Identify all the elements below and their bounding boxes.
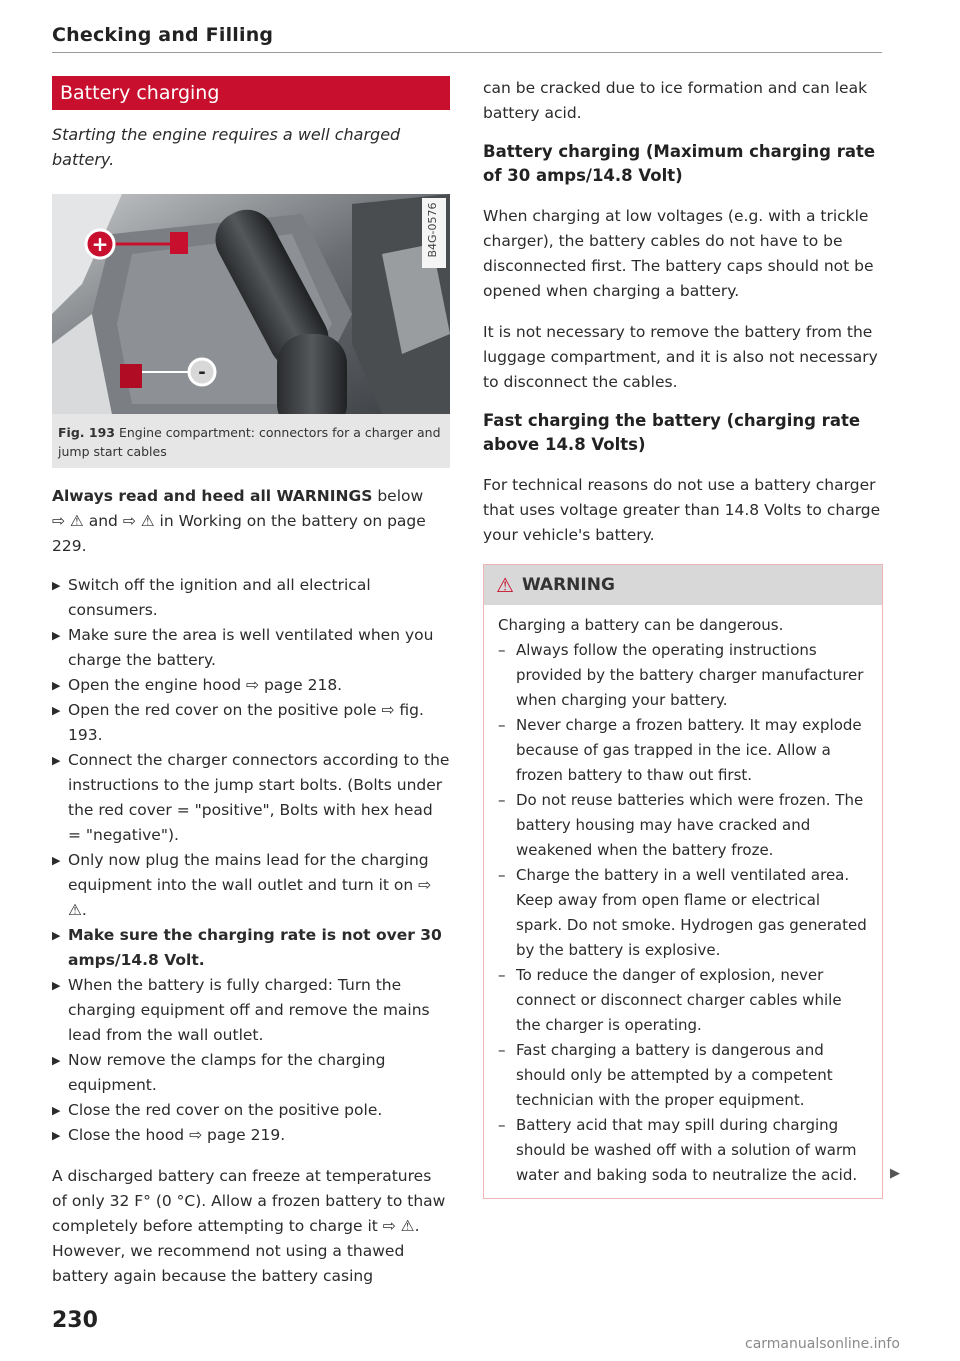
list-item-emphasis: ▶ Make sure the charging rate is not over 30 amps/14.8 Volt.	[52, 926, 442, 969]
continued-text: can be cracked due to ice formation and can leak battery acid.	[483, 79, 868, 122]
left-column	[52, 76, 450, 1289]
warnings-reference-links[interactable]: ⇨ ⚠ and ⇨ ⚠ in Working on the battery on page 229.	[52, 512, 426, 555]
watermark: carmanualsonline.info	[745, 1336, 900, 1352]
continue-arrow-icon: ▶	[890, 1166, 900, 1181]
discharged-battery-text: A discharged battery can freeze at temperatures of only 32 F° (0 °C). Allow a frozen battery to thaw completely before attempting to charge it ⇨ ⚠. However, we recommend not using a thawed battery again because the battery casing	[52, 1167, 446, 1285]
warnings-reference-bold: Always read and heed all WARNINGS	[52, 487, 373, 505]
page-number: 230	[52, 1308, 98, 1333]
warning-body	[484, 605, 882, 1198]
warnings-reference	[52, 484, 450, 559]
warning-item: – Always follow the operating instructions provided by the battery charger manufacturer when charging your battery.	[498, 641, 864, 709]
section-banner: Battery charging	[52, 76, 450, 110]
list-item: ▶ Open the engine hood ⇨ page 218.	[52, 676, 343, 694]
figure-caption-text: Engine compartment: connectors for a charger and jump start cables	[58, 425, 441, 459]
warning-header	[484, 565, 882, 605]
warning-item: – Charge the battery in a well ventilated area. Keep away from open flame or electrical spark. Do not smoke. Hydrogen gas generated by the battery is explosive.	[498, 866, 867, 959]
list-item: ▶ Connect the charger connectors according to the instructions to the jump start bolts. (Bolts under the red cover = "positive", Bolts with hex head = "negative").	[52, 751, 450, 844]
list-item: ▶ Open the red cover on the positive pole ⇨ fig. 193.	[52, 701, 424, 744]
no-removal-paragraph: It is not necessary to remove the battery from the luggage compartment, and it is also not necessary to disconnect the cables.	[483, 323, 878, 391]
warning-item: – Never charge a frozen battery. It may explode because of gas trapped in the ice. Allow a frozen battery to thaw out first.	[498, 716, 862, 784]
warning-item: – Do not reuse batteries which were frozen. The battery housing may have cracked and weakened when the battery froze.	[498, 791, 864, 859]
list-item: ▶ Close the red cover on the positive pole.	[52, 1101, 383, 1119]
figure-caption	[52, 414, 450, 468]
right-column	[483, 76, 883, 1199]
intro-text: Starting the engine requires a well charged battery.	[52, 125, 401, 169]
warning-triangle-icon: ⚠	[496, 573, 514, 597]
list-item: ▶ Switch off the ignition and all electrical consumers.	[52, 576, 371, 619]
subheading-max-rate: Battery charging (Maximum charging rate of 30 amps/14.8 Volt)	[483, 142, 876, 185]
negative-pole-marker: -	[198, 362, 206, 383]
warning-title: WARNING	[521, 575, 615, 595]
list-item: ▶ Now remove the clamps for the charging equipment.	[52, 1051, 386, 1094]
warning-item: – Battery acid that may spill during charging should be washed off with a solution of warm water and baking soda to neutralize the acid.	[498, 1116, 858, 1184]
low-voltage-paragraph: When charging at low voltages (e.g. with a trickle charger), the battery cables do not have to be disconnected first. The battery caps should not be opened when charging a battery.	[483, 207, 874, 300]
list-item: ▶ Only now plug the mains lead for the charging equipment into the wall outlet and turn it on ⇨ ⚠.	[52, 851, 432, 919]
list-item: ▶ Close the hood ⇨ page 219.	[52, 1126, 286, 1144]
list-item: ▶ When the battery is fully charged: Turn the charging equipment off and remove the mains lead from the wall outlet.	[52, 976, 430, 1044]
header-divider	[52, 52, 882, 53]
subheading-fast-charging: Fast charging the battery (charging rate above 14.8 Volts)	[483, 411, 861, 454]
engine-compartment-illustration	[52, 194, 450, 414]
engine-figure	[52, 194, 450, 414]
figure-code: B4G-0576	[426, 202, 439, 258]
fast-charging-paragraph: For technical reasons do not use a battery charger that uses voltage greater than 14.8 Volts to charge your vehicle's battery.	[483, 476, 881, 544]
warning-box	[483, 564, 883, 1199]
positive-pole-marker: +	[91, 232, 109, 256]
warning-item: – Fast charging a battery is dangerous and should only be attempted by a competent technician with the proper equipment.	[498, 1041, 833, 1109]
figure-label: Fig. 193	[58, 425, 115, 440]
warning-lead: Charging a battery can be dangerous.	[498, 616, 784, 634]
instruction-list	[52, 573, 450, 1148]
warnings-reference-rest: below	[372, 487, 424, 505]
list-item: ▶ Make sure the area is well ventilated when you charge the battery.	[52, 626, 434, 669]
section-header: Checking and Filling	[52, 24, 274, 46]
warning-item: – To reduce the danger of explosion, never connect or disconnect charger cables while the charger is operating.	[498, 966, 842, 1034]
